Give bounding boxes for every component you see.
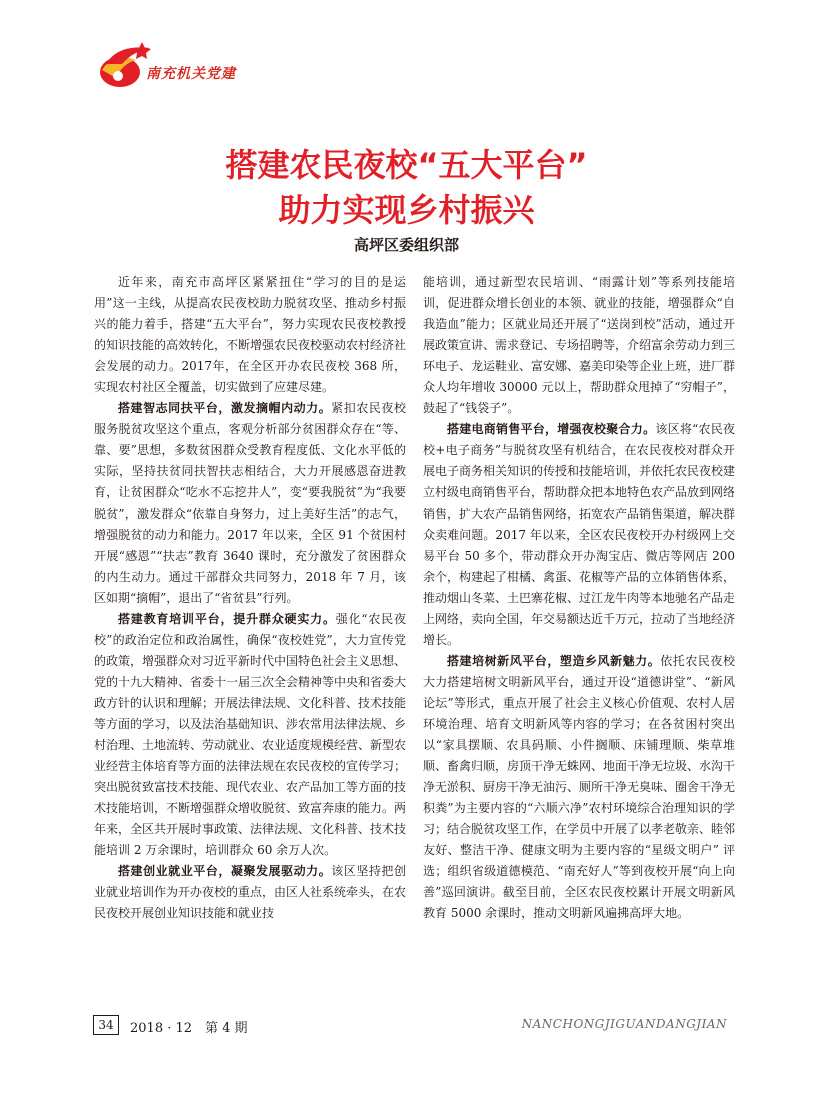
paragraph-lead: 搭建培树新风平台，塑造乡风新魅力。 [447, 653, 661, 668]
paragraph-lead: 搭建教育培训平台，提升群众硬实力。 [118, 611, 336, 626]
article-paragraph [94, 398, 406, 608]
article-right-column [423, 272, 735, 924]
article-title-line2: 助力实现乡村振兴 [278, 191, 535, 229]
paragraph-text: 依托农民夜校大力搭建培树文明新风平台，通过开设“道德讲堂”、“新风论坛”等形式，重点开展了社会主义核心价值观、农村人居环境治理、培育文明新风等内容的学习；在各贫困村突出以“家具摆顺、农具码顺、小件搁顺、床铺理顺、柴草堆顺、畜禽归顺，房顶干净无蛛网、地面干净无垃圾、水沟干净无淤积、厨房干净无油污、厕所干净无臭味、圈舍干净无积粪”为主要内容的“六顺六净”农村环境综合治理知识的学习；结合脱贫攻坚工作，在学员中开展了以孝老敬亲、睦邻友好、整洁干净、健康文明为主要内容的“星级文明户” 评选；组织省级道德模范、“南充好人”等到夜校开展“向上向善”巡回演讲。截至目前，全区农民夜校累计开展文明新风教育 5000 余课时，推动文明新风遍拂高坪大地。 [423, 653, 736, 921]
article-paragraph [423, 651, 735, 925]
article-left-column [94, 272, 406, 924]
page-number: 34 [93, 1015, 119, 1035]
publication-name: NANCHONGJIGUANDANGJIAN [521, 1017, 727, 1031]
article-paragraph [94, 861, 406, 924]
article-paragraph [94, 609, 406, 862]
issue-info: 2018 · 12 第 4 期 [130, 1021, 248, 1036]
masthead-title: 南充机关党建 [146, 66, 236, 82]
article-paragraph [94, 272, 406, 398]
article-paragraph [423, 272, 735, 419]
paragraph-text: 强化“农民夜校”的政治定位和政治属性，确保“夜校姓党”，大力宣传党的政策，增强群众对习近平新时代中国特色社会主义思想、党的十九大精神、省委十一届三次全会精神等中央和省委大政方针的认识和理解；开展法律法规、文化科普、技术技能等方面的学习，以及法治基础知识、涉农常用法律法规、乡村治理、土地流转、劳动就业、农业适度规模经营、新型农业经营主体培育等方面的法律法规在农民夜校的宣传学习；突出脱贫致富技术技能、现代农业、农产品加工等方面的技术技能培训，不断增强群众增收脱贫、致富奔康的能力。两年来，全区共开展时事政策、法律法规、文化科普、技术技能培训 2 万余课时，培训群众 60 余万人次。 [94, 611, 407, 858]
paragraph-text: 近年来，南充市高坪区紧紧扭住“学习的目的是运用”这一主线，从提高农民夜校助力脱贫攻坚、推动乡村振兴的能力着手，搭建“五大平台”，努力实现农民夜校教授的知识技能的高效转化，不断增强农民夜校驱动农村经济社会发展的动力。2017年，在全区开办农民夜校 368 所，实现农村社区全覆盖，切实做到了应建尽建。 [94, 275, 407, 395]
article-byline: 高坪区委组织部 [353, 236, 459, 254]
article-title-line1: 搭建农民夜校“五大平台” [225, 146, 588, 184]
paragraph-text: 紧扣农民夜校服务脱贫攻坚这个重点，客观分析部分贫困群众存在“等、靠、要”思想，多数贫困群众受教育程度低、文化水平低的实际，坚持扶贫同扶智扶志相结合，大力开展感恩奋进教育，让贫困群众“吃水不忘挖井人”，变“要我脱贫”为“我要脱贫”，激发群众“依靠自身努力，过上美好生活”的志气，增强脱贫的动力和能力。2017 年以来，全区 91 个贫困村开展“感恩”“扶志”教育 3640 课时，充分激发了贫困群众的内生动力。通过干部群众共同努力，2018 年 7 月，该区如期“摘帽”，退出了“省贫县”行列。 [94, 401, 406, 605]
paragraph-lead: 搭建创业就业平台，凝聚发展驱动力。 [118, 864, 332, 879]
paragraph-text: 该区坚持把创业就业培训作为开办夜校的重点，由区人社系统牵头，在农民夜校开展创业知识技能和就业技 [94, 864, 407, 921]
paragraph-text: 能培训，通过新型农民培训、“雨露计划”等系列技能培训，促进群众增长创业的本领、就业的技能，增强群众“自我造血”能力；区就业局还开展了“送岗到校”活动，通过开展政策宣讲、需求登记、专场招聘等，介绍富余劳动力到三环电子、龙运鞋业、富安娜、嘉美印染等企业上班，进厂群众人均年增收 30000 元以上，帮助群众甩掉了“穷帽子”，鼓起了“钱袋子”。 [423, 275, 736, 416]
article-paragraph [423, 419, 735, 651]
paragraph-lead: 搭建电商销售平台，增强夜校聚合力。 [447, 422, 656, 437]
paragraph-text: 该区将“农民夜校+电子商务”与脱贫攻坚有机结合，在农民夜校对群众开展电子商务相关知识的传授和技能培训，并依托农民夜校建立村级电商销售平台，帮助群众把本地特色农产品放到网络销售，扩大农产品销售网络，拓宽农产品销售渠道，解决群众卖难问题。2017 年以来，全区农民夜校开办村级网上交易平台 50 多个，带动群众开办淘宝店、微店等网店 200 余个，构建起了柑橘、禽蛋、花椒等产品的立体销售体系，推动烟山冬菜、土巴寨花椒、过江龙牛肉等本地驰名产品走上网络，卖向全国，年交易额达近千万元，拉动了当地经济增长。 [423, 422, 736, 647]
paragraph-lead: 搭建智志同扶平台，激发摘帽内动力。 [118, 401, 332, 416]
